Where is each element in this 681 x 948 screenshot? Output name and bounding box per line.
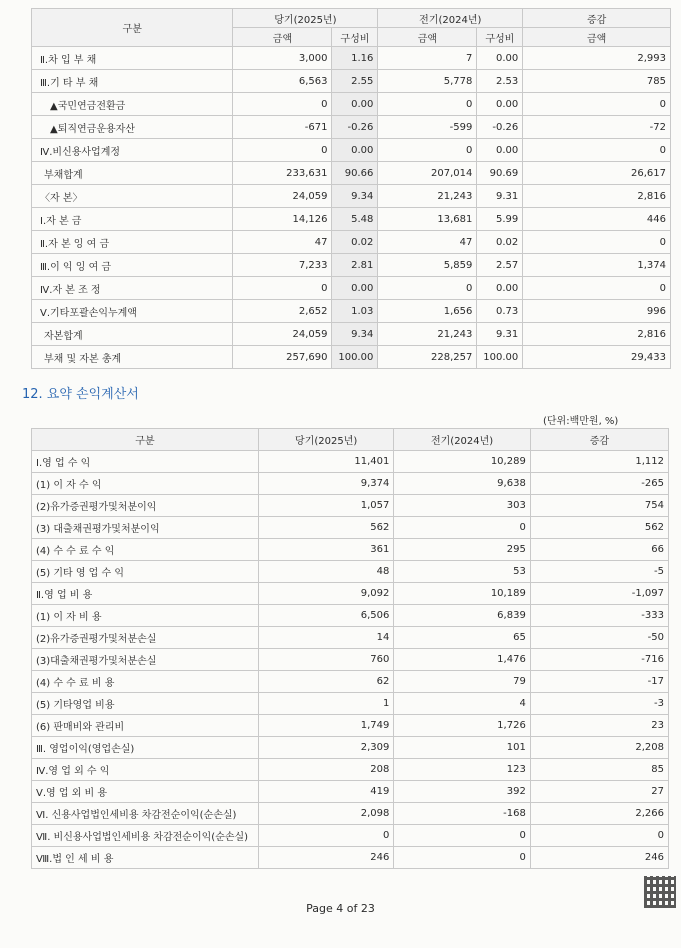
balance-header-prior: 전기(2024년)	[378, 9, 523, 28]
balance-row-label: ▲국민연금전환금	[32, 93, 233, 116]
balance-row-current-amount: -671	[233, 116, 332, 139]
balance-row-prior-ratio: 2.57	[477, 254, 523, 277]
balance-row-label: Ⅰ.자 본 금	[32, 208, 233, 231]
income-row	[32, 759, 669, 781]
balance-row-label: Ⅱ.자 본 잉 여 금	[32, 231, 233, 254]
income-row-current: 1,749	[258, 715, 393, 737]
balance-row-current-amount: 0	[233, 277, 332, 300]
balance-row	[32, 277, 671, 300]
income-row-change: 246	[530, 847, 668, 869]
income-row	[32, 583, 669, 605]
income-row-change: -333	[530, 605, 668, 627]
balance-row-current-amount: 257,690	[233, 346, 332, 369]
balance-row-prior-ratio: 0.73	[477, 300, 523, 323]
balance-subheader-ratio-current: 구성비	[332, 28, 378, 47]
balance-row-prior-amount: 7	[378, 47, 477, 70]
balance-row	[32, 162, 671, 185]
balance-row-current-ratio: 0.02	[332, 231, 378, 254]
balance-row-current-ratio: 5.48	[332, 208, 378, 231]
income-row-current: 760	[258, 649, 393, 671]
income-row-current: 208	[258, 759, 393, 781]
balance-row-current-amount: 47	[233, 231, 332, 254]
income-row-label: Ⅰ.영 업 수 익	[32, 451, 259, 473]
balance-row-current-amount: 3,000	[233, 47, 332, 70]
income-header-current: 당기(2025년)	[258, 429, 393, 451]
income-row-current: 246	[258, 847, 393, 869]
balance-row-current-ratio: 100.00	[332, 346, 378, 369]
income-row-prior: 295	[394, 539, 530, 561]
income-row-change: 1,112	[530, 451, 668, 473]
balance-row-label: Ⅲ.기 타 부 채	[32, 70, 233, 93]
income-row-label: (1) 이 자 비 용	[32, 605, 259, 627]
income-row	[32, 781, 669, 803]
income-row-label: Ⅲ. 영업이익(영업손실)	[32, 737, 259, 759]
income-row-current: 62	[258, 671, 393, 693]
income-row-prior: 303	[394, 495, 530, 517]
balance-row	[32, 231, 671, 254]
income-row-label: (2)유가증권평가및처분손실	[32, 627, 259, 649]
balance-row-prior-amount: 207,014	[378, 162, 477, 185]
balance-row-prior-amount: 47	[378, 231, 477, 254]
balance-row-prior-amount: 228,257	[378, 346, 477, 369]
income-row-current: 11,401	[258, 451, 393, 473]
balance-row-change-amount: 2,816	[523, 323, 671, 346]
income-row-change: -50	[530, 627, 668, 649]
balance-row-current-amount: 6,563	[233, 70, 332, 93]
income-row	[32, 825, 669, 847]
income-row-change: 754	[530, 495, 668, 517]
balance-row	[32, 323, 671, 346]
page-number: Page 4 of 23	[306, 902, 375, 915]
balance-row-change-amount: 0	[523, 139, 671, 162]
income-row-prior: 10,289	[394, 451, 530, 473]
income-row-label: (3) 대출채권평가및처분이익	[32, 517, 259, 539]
income-statement-table	[31, 428, 669, 869]
income-row-prior: 392	[394, 781, 530, 803]
income-row-prior: 79	[394, 671, 530, 693]
balance-row	[32, 139, 671, 162]
balance-row-current-amount: 233,631	[233, 162, 332, 185]
income-row-label: Ⅶ. 비신용사업법인세비용 차감전순이익(순손실)	[32, 825, 259, 847]
balance-row-change-amount: 26,617	[523, 162, 671, 185]
income-row-label: (5) 기타 영 업 수 익	[32, 561, 259, 583]
balance-row-current-ratio: 1.03	[332, 300, 378, 323]
balance-row-current-amount: 2,652	[233, 300, 332, 323]
balance-row-prior-ratio: 5.99	[477, 208, 523, 231]
balance-row-current-ratio: 0.00	[332, 93, 378, 116]
income-row-label: (3)대출채권평가및처분손실	[32, 649, 259, 671]
income-row	[32, 539, 669, 561]
income-unit-note: (단위:백만원, %)	[543, 416, 619, 427]
income-row-change: -716	[530, 649, 668, 671]
balance-row-prior-ratio: 0.00	[477, 47, 523, 70]
income-row	[32, 803, 669, 825]
income-header-change: 증감	[530, 429, 668, 451]
income-row-change: -265	[530, 473, 668, 495]
balance-row-label: 부채합계	[32, 162, 233, 185]
income-row-prior: -168	[394, 803, 530, 825]
income-row	[32, 693, 669, 715]
income-row-change: 0	[530, 825, 668, 847]
income-header-category: 구분	[32, 429, 259, 451]
balance-header-change: 증감	[523, 9, 671, 28]
income-row	[32, 737, 669, 759]
balance-row-prior-ratio: 0.00	[477, 277, 523, 300]
income-row-change: -1,097	[530, 583, 668, 605]
balance-row-label: Ⅴ.기타포괄손익누계액	[32, 300, 233, 323]
income-row-prior: 4	[394, 693, 530, 715]
balance-row-prior-ratio: 100.00	[477, 346, 523, 369]
balance-row	[32, 300, 671, 323]
income-row-current: 2,098	[258, 803, 393, 825]
income-row	[32, 451, 669, 473]
income-row-label: Ⅵ. 신용사업법인세비용 차감전순이익(순손실)	[32, 803, 259, 825]
income-row-prior: 0	[394, 847, 530, 869]
income-row-label: (6) 판매비와 관리비	[32, 715, 259, 737]
balance-row-current-amount: 7,233	[233, 254, 332, 277]
balance-row-change-amount: 0	[523, 231, 671, 254]
income-row-prior: 0	[394, 517, 530, 539]
balance-subheader-amount-prior: 금액	[378, 28, 477, 47]
balance-subheader-amount-change: 금액	[523, 28, 671, 47]
income-row-label: Ⅱ.영 업 비 용	[32, 583, 259, 605]
balance-row-label: Ⅳ.자 본 조 정	[32, 277, 233, 300]
income-row-current: 361	[258, 539, 393, 561]
balance-row-prior-amount: 0	[378, 277, 477, 300]
income-row-change: 23	[530, 715, 668, 737]
income-row-change: 85	[530, 759, 668, 781]
balance-row-prior-ratio: 0.00	[477, 93, 523, 116]
balance-row-current-ratio: 2.55	[332, 70, 378, 93]
income-row-current: 0	[258, 825, 393, 847]
income-row-current: 2,309	[258, 737, 393, 759]
income-row-label: (2)유가증권평가및처분이익	[32, 495, 259, 517]
income-row-change: -5	[530, 561, 668, 583]
balance-header-current: 당기(2025년)	[233, 9, 378, 28]
income-row	[32, 847, 669, 869]
balance-row-current-ratio: 90.66	[332, 162, 378, 185]
balance-row-label: Ⅳ.비신용사업계정	[32, 139, 233, 162]
income-row-change: 2,266	[530, 803, 668, 825]
income-row-change: 66	[530, 539, 668, 561]
balance-row-label: 〈자 본〉	[32, 185, 233, 208]
balance-row-prior-ratio: 9.31	[477, 323, 523, 346]
balance-header-category: 구분	[32, 9, 233, 47]
income-row-label: (4) 수 수 료 수 익	[32, 539, 259, 561]
balance-row-prior-amount: 21,243	[378, 185, 477, 208]
income-row-current: 6,506	[258, 605, 393, 627]
income-row	[32, 473, 669, 495]
balance-row-current-ratio: 1.16	[332, 47, 378, 70]
income-row	[32, 715, 669, 737]
income-row	[32, 605, 669, 627]
balance-row-prior-ratio: 0.02	[477, 231, 523, 254]
income-row-label: (1) 이 자 수 익	[32, 473, 259, 495]
balance-row	[32, 346, 671, 369]
income-row-change: -3	[530, 693, 668, 715]
balance-row-prior-ratio: 9.31	[477, 185, 523, 208]
income-row-current: 419	[258, 781, 393, 803]
balance-row	[32, 47, 671, 70]
balance-row-label: 부채 및 자본 총계	[32, 346, 233, 369]
balance-row-current-ratio: -0.26	[332, 116, 378, 139]
balance-row-prior-ratio: 0.00	[477, 139, 523, 162]
income-row-current: 562	[258, 517, 393, 539]
balance-row-current-amount: 24,059	[233, 185, 332, 208]
balance-row-label: Ⅱ.차 입 부 채	[32, 47, 233, 70]
income-row	[32, 671, 669, 693]
balance-row-label: ▲퇴직연금운용자산	[32, 116, 233, 139]
income-row-change: 562	[530, 517, 668, 539]
income-row-current: 1,057	[258, 495, 393, 517]
balance-row-prior-ratio: 90.69	[477, 162, 523, 185]
balance-row-current-ratio: 9.34	[332, 185, 378, 208]
balance-row-label: Ⅲ.이 익 잉 여 금	[32, 254, 233, 277]
balance-sheet-table	[31, 8, 671, 369]
income-row-label: (4) 수 수 료 비 용	[32, 671, 259, 693]
income-row-prior: 1,726	[394, 715, 530, 737]
income-row	[32, 517, 669, 539]
qr-code-icon	[644, 876, 676, 908]
balance-row-current-ratio: 2.81	[332, 254, 378, 277]
balance-subheader-ratio-prior: 구성비	[477, 28, 523, 47]
balance-row-prior-amount: 5,859	[378, 254, 477, 277]
balance-row-change-amount: 2,816	[523, 185, 671, 208]
balance-header-row	[32, 9, 671, 28]
income-row	[32, 627, 669, 649]
income-row-label: (5) 기타영업 비용	[32, 693, 259, 715]
balance-row-prior-ratio: 2.53	[477, 70, 523, 93]
income-row-current: 14	[258, 627, 393, 649]
balance-row-change-amount: 446	[523, 208, 671, 231]
balance-row-change-amount: 0	[523, 277, 671, 300]
balance-row-label: 자본합계	[32, 323, 233, 346]
balance-row-prior-amount: 21,243	[378, 323, 477, 346]
income-row-prior: 101	[394, 737, 530, 759]
income-row-prior: 10,189	[394, 583, 530, 605]
balance-row	[32, 93, 671, 116]
balance-row-prior-amount: 0	[378, 93, 477, 116]
income-row-prior: 123	[394, 759, 530, 781]
income-row-label: Ⅴ.영 업 외 비 용	[32, 781, 259, 803]
balance-row-change-amount: 996	[523, 300, 671, 323]
income-row-current: 9,374	[258, 473, 393, 495]
balance-subheader-amount-current: 금액	[233, 28, 332, 47]
income-row-prior: 1,476	[394, 649, 530, 671]
income-row	[32, 495, 669, 517]
balance-row-prior-amount: -599	[378, 116, 477, 139]
balance-row-current-amount: 0	[233, 139, 332, 162]
balance-row-change-amount: 1,374	[523, 254, 671, 277]
balance-row	[32, 116, 671, 139]
balance-row-current-ratio: 9.34	[332, 323, 378, 346]
balance-row-change-amount: 0	[523, 93, 671, 116]
income-header-row	[32, 429, 669, 451]
income-row-change: -17	[530, 671, 668, 693]
balance-row-current-amount: 0	[233, 93, 332, 116]
income-row-current: 9,092	[258, 583, 393, 605]
balance-row-current-ratio: 0.00	[332, 277, 378, 300]
balance-row-change-amount: -72	[523, 116, 671, 139]
balance-row-current-ratio: 0.00	[332, 139, 378, 162]
income-row	[32, 649, 669, 671]
income-row	[32, 561, 669, 583]
income-row-label: Ⅷ.법 인 세 비 용	[32, 847, 259, 869]
balance-row	[32, 70, 671, 93]
income-row-current: 48	[258, 561, 393, 583]
income-row-prior: 6,839	[394, 605, 530, 627]
income-row-prior: 53	[394, 561, 530, 583]
income-row-prior: 65	[394, 627, 530, 649]
balance-row-prior-amount: 13,681	[378, 208, 477, 231]
balance-row-current-amount: 24,059	[233, 323, 332, 346]
income-row-change: 27	[530, 781, 668, 803]
balance-row	[32, 254, 671, 277]
income-row-label: Ⅳ.영 업 외 수 익	[32, 759, 259, 781]
balance-row-change-amount: 29,433	[523, 346, 671, 369]
income-row-current: 1	[258, 693, 393, 715]
balance-row	[32, 208, 671, 231]
balance-row-change-amount: 2,993	[523, 47, 671, 70]
income-row-prior: 9,638	[394, 473, 530, 495]
balance-row-prior-amount: 1,656	[378, 300, 477, 323]
income-row-change: 2,208	[530, 737, 668, 759]
income-header-prior: 전기(2024년)	[394, 429, 530, 451]
balance-row-prior-amount: 5,778	[378, 70, 477, 93]
balance-row-prior-amount: 0	[378, 139, 477, 162]
balance-row-prior-ratio: -0.26	[477, 116, 523, 139]
income-statement-title: 12. 요약 손익계산서	[22, 387, 139, 402]
balance-row	[32, 185, 671, 208]
balance-row-current-amount: 14,126	[233, 208, 332, 231]
income-row-prior: 0	[394, 825, 530, 847]
balance-row-change-amount: 785	[523, 70, 671, 93]
